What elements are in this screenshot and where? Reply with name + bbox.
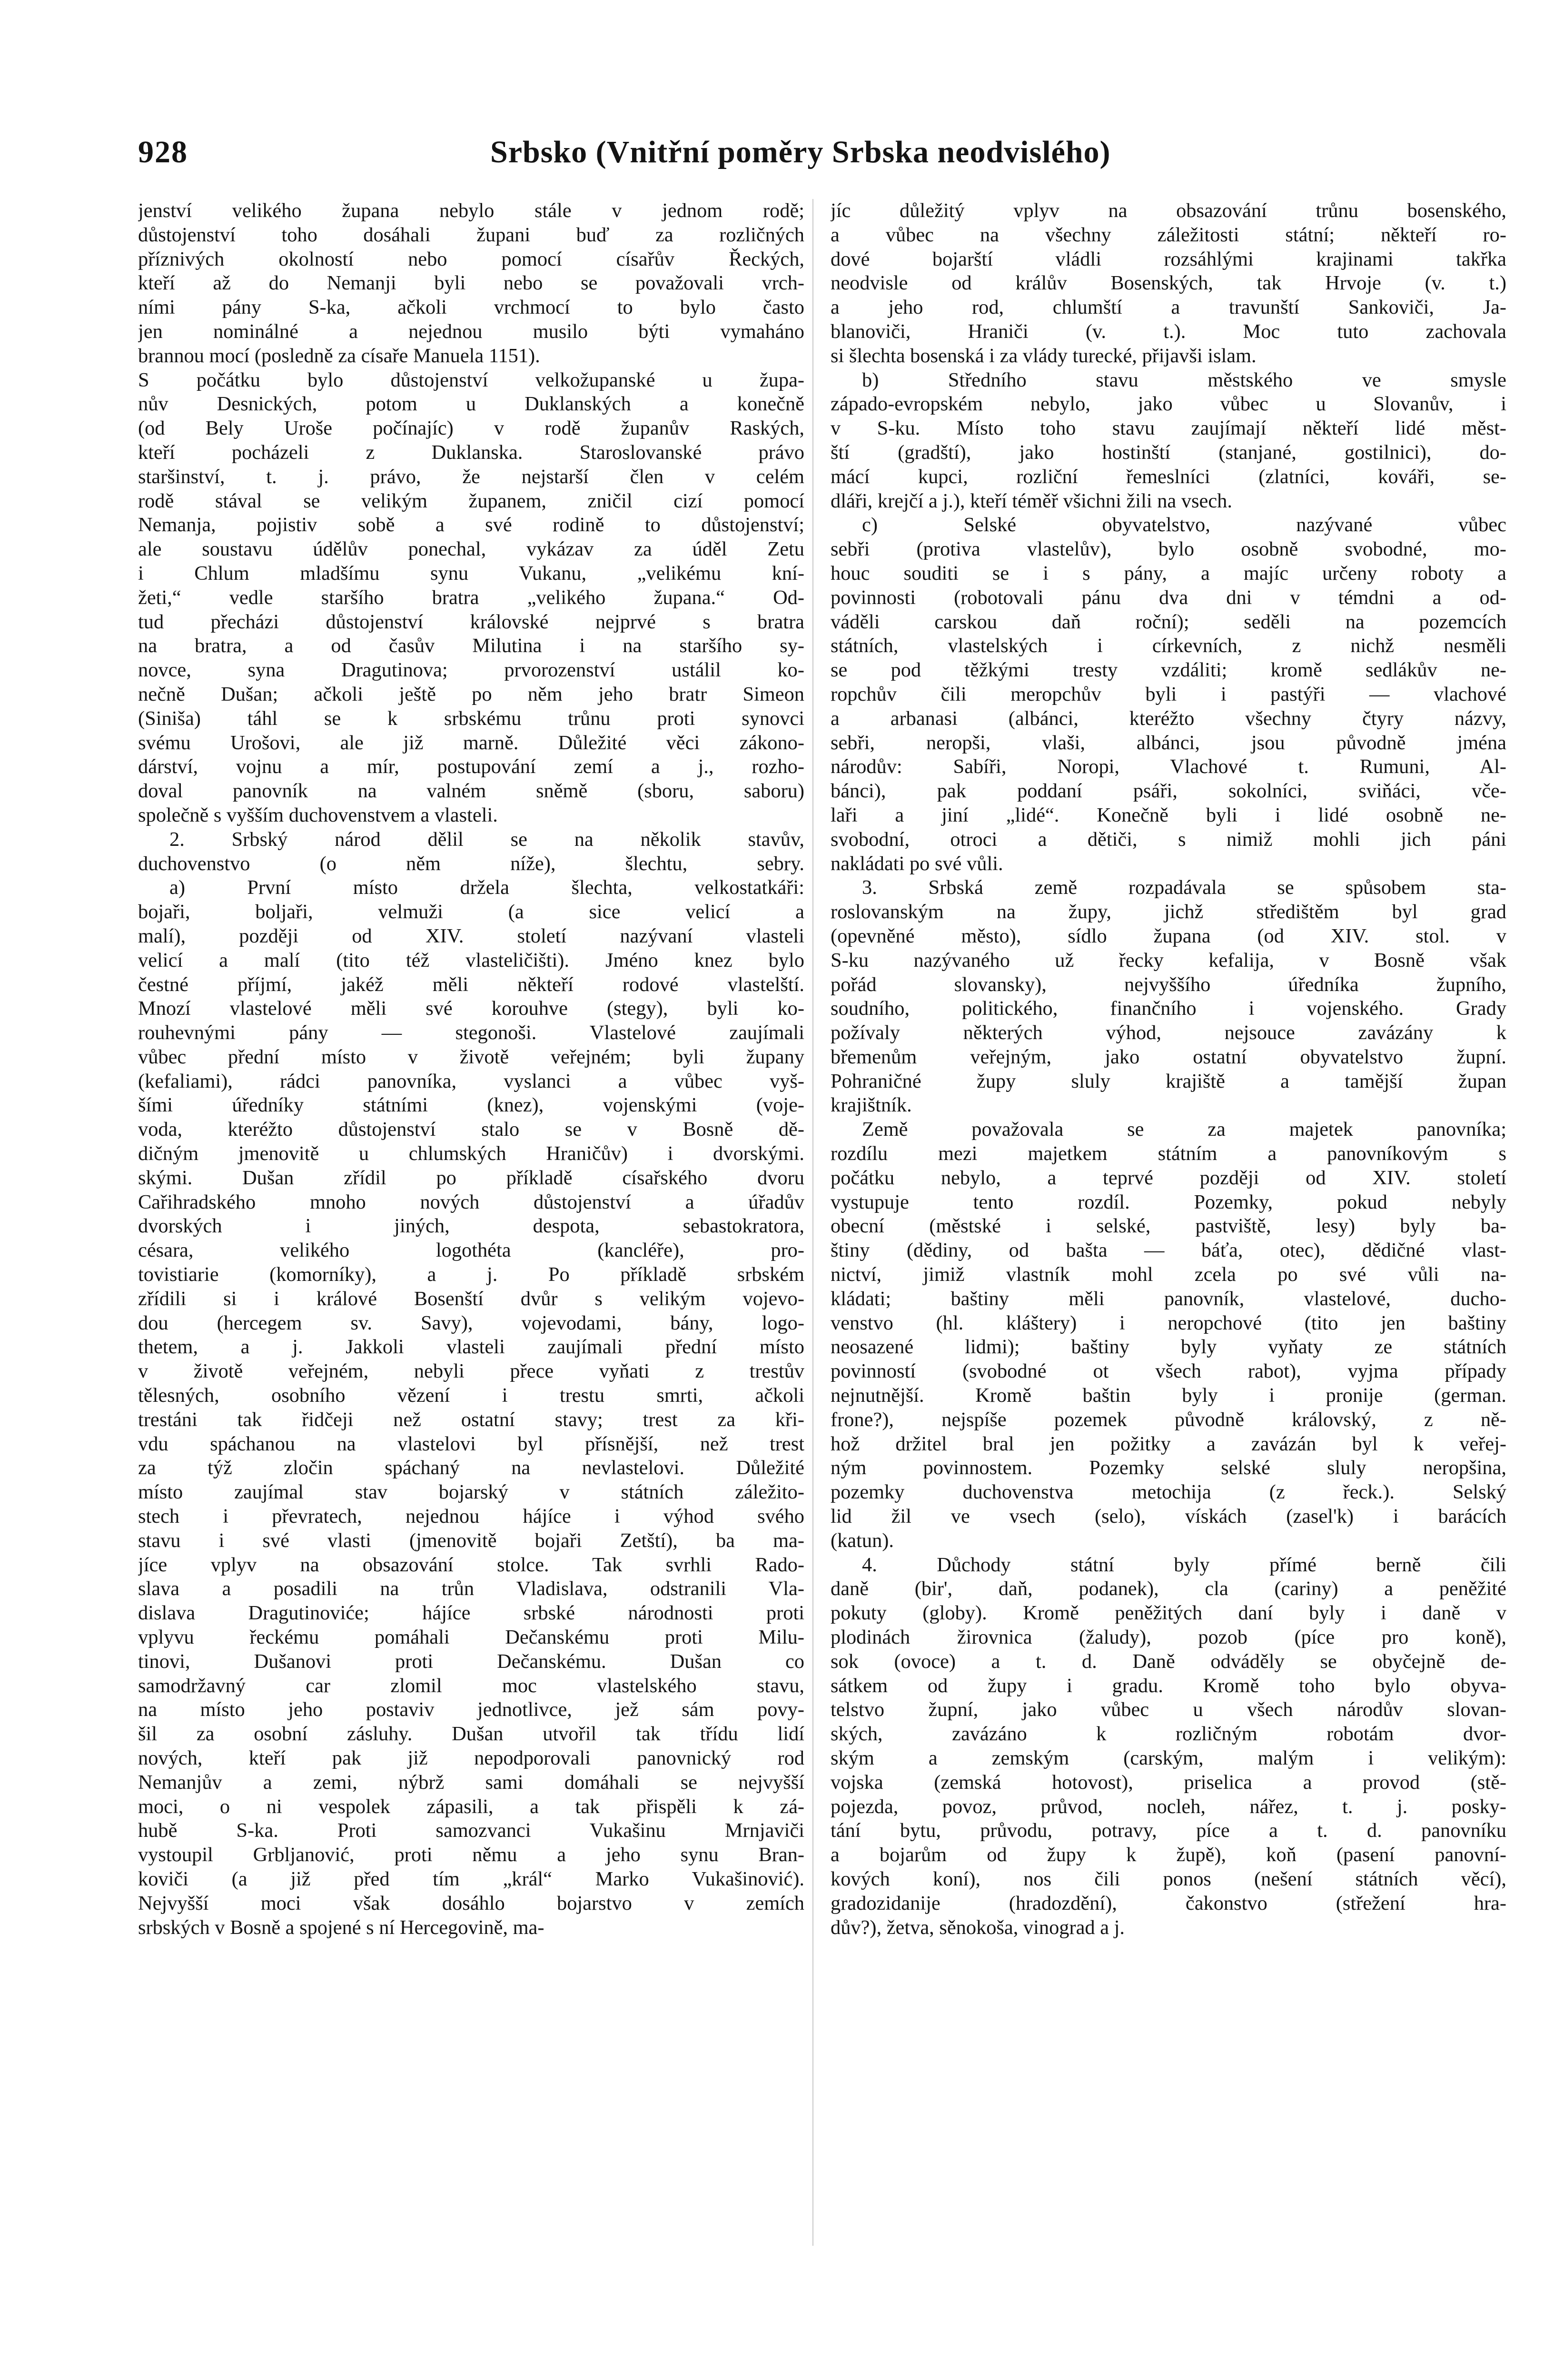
text-line: velicí a malí (tito též vlasteličišti). Jméno knez bylo	[138, 949, 804, 972]
text-line: pořád slovansky), nejvyššího úředníka župního,	[831, 973, 1506, 996]
text-line: příznivých okolností nebo pomocí císařův Řeckých,	[138, 248, 804, 270]
text-line: bojaři, boljaři, velmuži (a sice velicí a	[138, 901, 804, 923]
page-header	[138, 134, 1442, 177]
text-line: ale soustavu údělův ponechal, vykázav za úděl Zetu	[138, 538, 804, 561]
text-line: pojezda, povoz, průvod, nocleh, nářez, t. j. posky-	[831, 1795, 1506, 1818]
text-line: plodinách žirovnica (žaludy), pozob (píce pro koně),	[831, 1626, 1506, 1649]
text-line: štiny (dědiny, od bašta — báťa, otec), dědičné vlast-	[831, 1239, 1506, 1262]
text-line: ným povinnostem. Pozemky selské sluly neropšina,	[831, 1457, 1506, 1479]
text-line: ními pány S-ka, ačkoli vrchmocí to bylo často	[138, 296, 804, 319]
text-line: blanoviči, Hraniči (v. t.). Moc tuto zachovala	[831, 320, 1506, 343]
text-line: hubě S-ka. Proti samozvanci Vukašinu Mrnjaviči	[138, 1819, 804, 1842]
text-line: nův Desnických, potom u Duklanských a konečně	[138, 393, 804, 416]
text-line: nejnutnější. Kromě baštin byly i pronije (german.	[831, 1384, 1506, 1407]
column-divider	[812, 199, 813, 2246]
text-line: neodvisle od králův Bosenských, tak Hrvoje (v. t.)	[831, 272, 1506, 295]
text-line: Země považovala se za majetek panovníka;	[862, 1118, 1506, 1141]
text-line: tělesných, osobního vězení i trestu smrti, ačkoli	[138, 1384, 804, 1407]
text-line: jíce vplyv na obsazování stolce. Tak svrhli Rado-	[138, 1553, 804, 1576]
text-line: kových koní), nos čili ponos (nešení státních věcí),	[831, 1867, 1506, 1890]
text-line: rodě stával se velikým županem, zničil cizí pomocí	[138, 489, 804, 512]
text-line: tud přecházi důstojenství královské nejprvé s bratra	[138, 610, 804, 633]
text-line: Cařihradského mnoho nových důstojenství a úřadův	[138, 1190, 804, 1213]
text-line: roslovanským na župy, jichž středištěm byl grad	[831, 901, 1506, 923]
text-line: ským a zemským (carským, malým i velikým):	[831, 1747, 1506, 1769]
text-line: čestné příjmí, jakéž měli někteří rodové vlastelští.	[138, 973, 804, 996]
text-line: dové bojarští vládli rozsáhlými krajinami takřka	[831, 248, 1506, 270]
text-line: jíc důležitý vplyv na obsazování trůnu bosenského,	[831, 199, 1506, 222]
text-line: dislava Dragutinoviće; hájíce srbské národnosti proti	[138, 1602, 804, 1625]
text-line: se pod těžkými tresty vzdáliti; kromě sedlákův ne-	[831, 659, 1506, 682]
text-line: c) Selské obyvatelstvo, nazývané vůbec	[862, 514, 1506, 536]
text-line: malí), později od XIV. století nazývaní vlasteli	[138, 924, 804, 947]
text-line: nakládati po své vůli.	[831, 852, 1003, 875]
text-line: i Chlum mladšímu synu Vukanu, „velikému kní-	[138, 562, 804, 585]
text-line: (kefaliami), rádci panovníka, vyslanci a vůbec vyš-	[138, 1070, 804, 1092]
text-line: venstvo (hl. kláštery) i neropchové (tito jen baštiny	[831, 1311, 1506, 1334]
text-line: kládati; baštiny měli panovník, vlastelové, ducho-	[831, 1287, 1506, 1310]
text-line: thetem, a j. Jakkoli vlasteli zaujímali přední místo	[138, 1336, 804, 1359]
text-line: (Siniša) táhl se k srbskému trůnu proti synovci	[138, 707, 804, 730]
text-line: tinovi, Dušanovi proti Dečanskému. Dušan co	[138, 1650, 804, 1673]
text-line: zřídili si i králové Bosenští dvůr s velikým vojevo-	[138, 1287, 804, 1310]
text-line: S-ku nazývaného už řecky kefalija, v Bosně však	[831, 949, 1506, 972]
text-line: stavu i své vlasti (jmenovitě bojaři Zetští), ba ma-	[138, 1529, 804, 1552]
text-line: novce, syna Dragutinova; prvorozenství ustálil ko-	[138, 659, 804, 682]
text-line: samodržavný car zlomil moc vlastelského stavu,	[138, 1674, 804, 1697]
text-line: pokuty (globy). Kromě peněžitých daní byly i daně v	[831, 1602, 1506, 1625]
text-line: šil za osobní zásluhy. Dušan utvořil tak třídu lidí	[138, 1723, 804, 1745]
text-line: moci, o ni vespolek zápasili, a tak přispěli k zá-	[138, 1795, 804, 1818]
text-line: povinnosti (robotovali pánu dva dni v témdni a od-	[831, 586, 1506, 609]
text-line: srbských v Bosně a spojené s ní Hercegovině, ma-	[138, 1916, 544, 1939]
text-line: vplyvu řeckému pomáhali Dečanskému proti Milu-	[138, 1626, 804, 1649]
text-line: váděli carskou daň roční); seděli na pozemcích	[831, 610, 1506, 633]
text-line: houc souditi se i s pány, a majíc určeny roboty a	[831, 562, 1506, 585]
text-line: nových, kteří pak již nepodporovali panovnický rod	[138, 1747, 804, 1769]
text-line: gradozidanije (hradozdění), čakonstvo (střežení hra-	[831, 1892, 1506, 1914]
text-line: si šlechta bosenská i za vlády turecké, přijavši islam.	[831, 344, 1257, 367]
text-line: mácí kupci, rozliční řemeslníci (zlatníci, kováři, se-	[831, 465, 1506, 488]
text-line: a arbanasi (albánci, kteréžto všechny čtyry názvy,	[831, 707, 1506, 730]
text-line: S počátku bylo důstojenství velkožupanské u župa-	[138, 368, 804, 391]
text-line: brannou mocí (posledně za císaře Manuela 1151).	[138, 344, 540, 367]
text-line: laři a jiní „lidé“. Konečně byli i lidé osobně ne-	[831, 803, 1506, 826]
text-line: vystupuje tento rozdíl. Pozemky, pokud nebyly	[831, 1190, 1506, 1213]
text-line: Nejvyšší moci však dosáhlo bojarstvo v zemích	[138, 1892, 804, 1914]
text-line: břemenům veřejným, jako ostatní obyvatelstvo župní.	[831, 1045, 1506, 1068]
text-line: dův?), žetva, sěnokoša, vinograd a j.	[831, 1916, 1125, 1939]
text-line: svobodní, otroci a dětiči, s nimiž mohli jich páni	[831, 828, 1506, 851]
text-line: krajištník.	[831, 1094, 912, 1117]
text-line: nictví, jimiž vlastník mohl zcela po své vůli na-	[831, 1263, 1506, 1286]
text-line: ropchův čili meropchův byli i pastýři — vlachové	[831, 683, 1506, 705]
text-line: Pohraničné župy sluly krajiště a tamější župan	[831, 1070, 1506, 1092]
text-line: v životě veřejném, nebyli přece vyňati z trestův	[138, 1360, 804, 1383]
text-line: vojska (zemská hotovost), priselica a provod (stě-	[831, 1771, 1506, 1794]
text-line: a jeho rod, chlumští a travunští Sankoviči, Ja-	[831, 296, 1506, 319]
text-line: důstojenství toho dosáhali župani buď za rozličných	[138, 223, 804, 246]
text-line: šími úředníky státními (knez), vojenskými (voje-	[138, 1094, 804, 1117]
text-line: dláři, krejčí a j.), kteří téměř všichni žili na vsech.	[831, 489, 1232, 512]
text-line: sebři, neropši, vlaši, albánci, jsou původně jména	[831, 731, 1506, 754]
text-line: počátku nebylo, a teprvé později od XIV. století	[831, 1166, 1506, 1189]
text-line: telstvo župní, jako vůbec u všech národův slovan-	[831, 1698, 1506, 1721]
text-line: a) První místo držela šlechta, velkostatkáři:	[169, 876, 804, 899]
page-number: 928	[138, 135, 188, 169]
text-line: soudního, politického, finančního i vojenského. Grady	[831, 997, 1506, 1020]
text-line: neosazené lidmi); baštiny byly vyňaty ze státních	[831, 1336, 1506, 1359]
text-line: (opevněné město), sídlo župana (od XIV. stol. v	[831, 924, 1506, 947]
text-line: vůbec přední místo v životě veřejném; byli župany	[138, 1045, 804, 1068]
text-line: požívaly některých výhod, nejsouce zavázány k	[831, 1021, 1506, 1044]
text-line: povinností (svobodné ot všech rabot), vyjma případy	[831, 1360, 1506, 1383]
text-line: Mnozí vlastelové měli své korouhve (stegy), byli ko-	[138, 997, 804, 1020]
text-line: pozemky duchovenstva metochija (z řeck.). Selský	[831, 1481, 1506, 1504]
text-line: frone?), nejspíše pozemek původně královský, z ně-	[831, 1408, 1506, 1431]
text-line: v S-ku. Místo toho stavu zaujímají někteří lidé měst-	[831, 417, 1506, 440]
text-line: dou (hercegem sv. Savy), vojevodami, bány, logo-	[138, 1311, 804, 1334]
text-line: vystoupil Grbljanović, proti němu a jeho synu Bran-	[138, 1844, 804, 1866]
text-line: slava a posadili na trůn Vladislava, odstranili Vla-	[138, 1577, 804, 1600]
text-line: skými. Dušan zřídil po příkladě císařského dvoru	[138, 1166, 804, 1189]
text-line: (katun).	[831, 1529, 894, 1552]
text-line: 4. Důchody státní byly přímé berně čili	[862, 1553, 1506, 1576]
text-line: trestáni tak řidčeji než ostatní stavy; trest za kři-	[138, 1408, 804, 1431]
text-line: obecní (městské i selské, pastviště, lesy) byly ba-	[831, 1215, 1506, 1238]
text-line: jenství velikého župana nebylo stále v jednom rodě;	[138, 199, 804, 222]
text-line: lid žil ve vsech (selo), vískách (zasel'k) i barácích	[831, 1505, 1506, 1528]
text-line: nečně Dušan; ačkoli ještě po něm jeho bratr Simeon	[138, 683, 804, 705]
text-line: ských, zavázáno k rozličným robotám dvor-	[831, 1723, 1506, 1745]
running-title: Srbsko (Vnitřní poměry Srbska neodvislého)	[490, 135, 1111, 169]
text-line: národův: Sabíři, Noropi, Vlachové t. Rumuni, Al-	[831, 755, 1506, 778]
text-line: b) Středního stavu městského ve smysle	[862, 368, 1506, 391]
text-line: dičným jmenovitě u chlumských Hraničův) i dvorskými.	[138, 1142, 804, 1165]
text-line: a bojarům od župy k župě), koň (pasení panovní-	[831, 1844, 1506, 1866]
text-line: Nemanja, pojistiv sobě a své rodině to důstojenství;	[138, 514, 804, 536]
text-line: duchovenstvo (o něm níže), šlechtu, sebry.	[138, 852, 804, 875]
text-line: tání bytu, průvodu, potravy, píce a t. d. panovníku	[831, 1819, 1506, 1842]
text-line: tovistiarie (komorníky), a j. Po příkladě srbském	[138, 1263, 804, 1286]
text-line: 3. Srbská země rozpadávala se spůsobem sta-	[862, 876, 1506, 899]
text-line: jen nominálné a nejednou musilo býti vymaháno	[138, 320, 804, 343]
text-line: Nemanjův a zemi, nýbrž sami domáhali se nejvyšší	[138, 1771, 804, 1794]
text-line: koviči (a již před tím „král“ Marko Vukašinović).	[138, 1867, 804, 1890]
text-line: na místo jeho postaviv jednotlivce, jež sám povy-	[138, 1698, 804, 1721]
text-line: státních, vlastelských i církevních, z nichž nesměli	[831, 635, 1506, 657]
text-line: místo zaujímal stav bojarský v státních záležito-	[138, 1481, 804, 1504]
text-line: západo-evropském nebylo, jako vůbec u Slovanův, i	[831, 393, 1506, 416]
text-line: žeti,“ vedle staršího bratra „velikého župana.“ Od-	[138, 586, 804, 609]
text-line: svému Urošovi, ale již marně. Důležité věci zákono-	[138, 731, 804, 754]
text-line: (od Bely Uroše počínajíc) v rodě županův Raských,	[138, 417, 804, 440]
text-line: kteří pocházeli z Duklanska. Staroslovanské právo	[138, 441, 804, 464]
text-line: kteří až do Nemanji byli nebo se považovali vrch-	[138, 272, 804, 295]
text-line: voda, kteréžto důstojenství stalo se v Bosně dě-	[138, 1118, 804, 1141]
text-line: na bratra, a od časův Milutina i na staršího sy-	[138, 635, 804, 657]
text-line: 2. Srbský národ dělil se na několik stavův,	[169, 828, 804, 851]
text-line: stech i převratech, nejednou hájíce i výhod svého	[138, 1505, 804, 1528]
text-line: rouhevnými pány — stegonoši. Vlastelové zaujímali	[138, 1021, 804, 1044]
text-line: hož držitel bral jen požitky a zavázán byl k veřej-	[831, 1432, 1506, 1455]
text-line: césara, velikého logothéta (kancléře), pro-	[138, 1239, 804, 1262]
text-line: sátkem od župy i gradu. Kromě toho bylo obyva-	[831, 1674, 1506, 1697]
text-line: sebři (protiva vlastelův), bylo osobně svobodné, mo-	[831, 538, 1506, 561]
text-line: daně (bir', daň, podanek), cla (cariny) a peněžité	[831, 1577, 1506, 1600]
text-line: doval panovník na valném sněmě (sboru, saboru)	[138, 780, 804, 803]
text-line: dárství, vojnu a mír, postupování zemí a j., rozho-	[138, 755, 804, 778]
text-line: za týž zločin spáchaný na nevlastelovi. Důležité	[138, 1457, 804, 1479]
text-line: vdu spáchanou na vlastelovi byl přísnější, než trest	[138, 1432, 804, 1455]
text-line: společně s vyšším duchovenstvem a vlasteli.	[138, 803, 498, 826]
right-column	[831, 199, 1506, 1940]
text-line: staršinství, t. j. právo, že nejstarší člen v celém	[138, 465, 804, 488]
text-line: ští (gradští), jako hostinští (stanjané, gostilnici), do-	[831, 441, 1506, 464]
text-line: rozdílu mezi majetkem státním a panovníkovým s	[831, 1142, 1506, 1165]
text-line: dvorských i jiných, despota, sebastokratora,	[138, 1215, 804, 1238]
left-column	[138, 199, 804, 1940]
text-line: sok (ovoce) a t. d. Daně odváděly se obyčejně de-	[831, 1650, 1506, 1673]
text-line: a vůbec na všechny záležitosti státní; někteří ro-	[831, 223, 1506, 246]
text-line: bánci), pak poddaní psáři, sokolníci, sviňáci, vče-	[831, 780, 1506, 803]
